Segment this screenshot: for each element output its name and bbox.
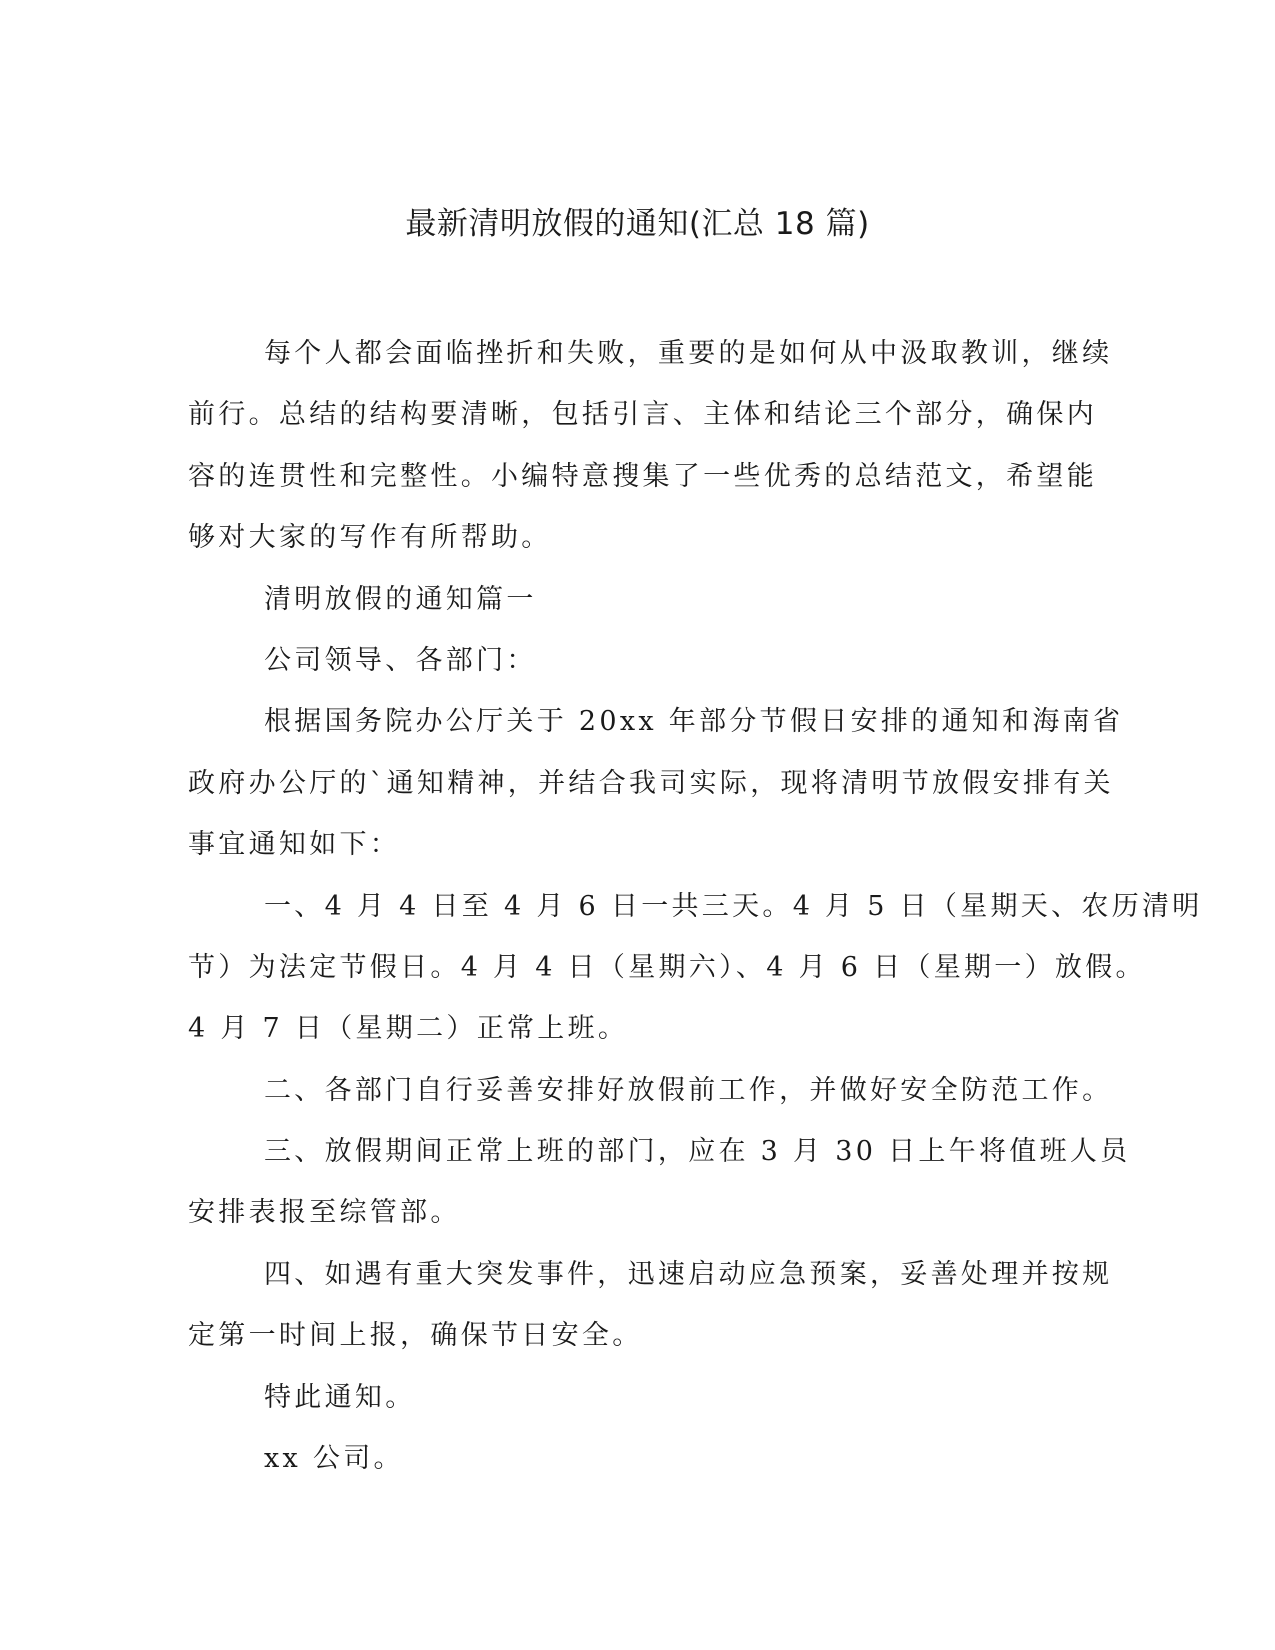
- paragraph-line: 事宜通知如下：: [188, 829, 401, 861]
- paragraph-line: 定第一时间上报，确保节日安全。: [188, 1320, 643, 1352]
- paragraph-line: 四、如遇有重大突发事件，迅速启动应急预案，妥善处理并按规: [264, 1258, 1113, 1290]
- document-body: [188, 323, 1203, 1489]
- paragraph-line: 容的连贯性和完整性。小编特意搜集了一些优秀的总结范文，希望能: [188, 460, 1097, 492]
- paragraph-line: 每个人都会面临挫折和失败，重要的是如何从中汲取教训，继续: [264, 338, 1113, 369]
- salutation: 公司领导、各部门：: [264, 644, 537, 676]
- paragraph-line: 二、各部门自行妥善安排好放假前工作，并做好安全防范工作。: [264, 1074, 1113, 1106]
- paragraph-line: 根据国务院办公厅关于 20xx 年部分节假日安排的通知和海南省: [264, 706, 1124, 738]
- paragraph-line: 4 月 7 日（星期二）正常上班。: [188, 1013, 629, 1045]
- paragraph-line: 安排表报至综管部。: [188, 1197, 461, 1229]
- paragraph-line: 三、放假期间正常上班的部门，应在 3 月 30 日上午将值班人员: [264, 1136, 1131, 1168]
- paragraph-line: 够对大家的写作有所帮助。: [188, 522, 552, 554]
- section-heading: 清明放假的通知篇一: [264, 583, 537, 615]
- paragraph-line: 政府办公厅的`通知精神，并结合我司实际，现将清明节放假安排有关: [188, 767, 1114, 799]
- document-title: 最新清明放假的通知(汇总 18 篇): [405, 206, 870, 242]
- paragraph-line: 节）为法定节假日。4 月 4 日（星期六）、4 月 6 日（星期一）放假。: [188, 951, 1146, 983]
- paragraph-line: 前行。总结的结构要清晰，包括引言、主体和结论三个部分，确保内: [188, 399, 1097, 431]
- signature-line: xx 公司。: [264, 1443, 404, 1475]
- closing-line: 特此通知。: [264, 1381, 416, 1413]
- paragraph-line: 一、4 月 4 日至 4 月 6 日一共三天。4 月 5 日（星期天、农历清明: [264, 890, 1203, 922]
